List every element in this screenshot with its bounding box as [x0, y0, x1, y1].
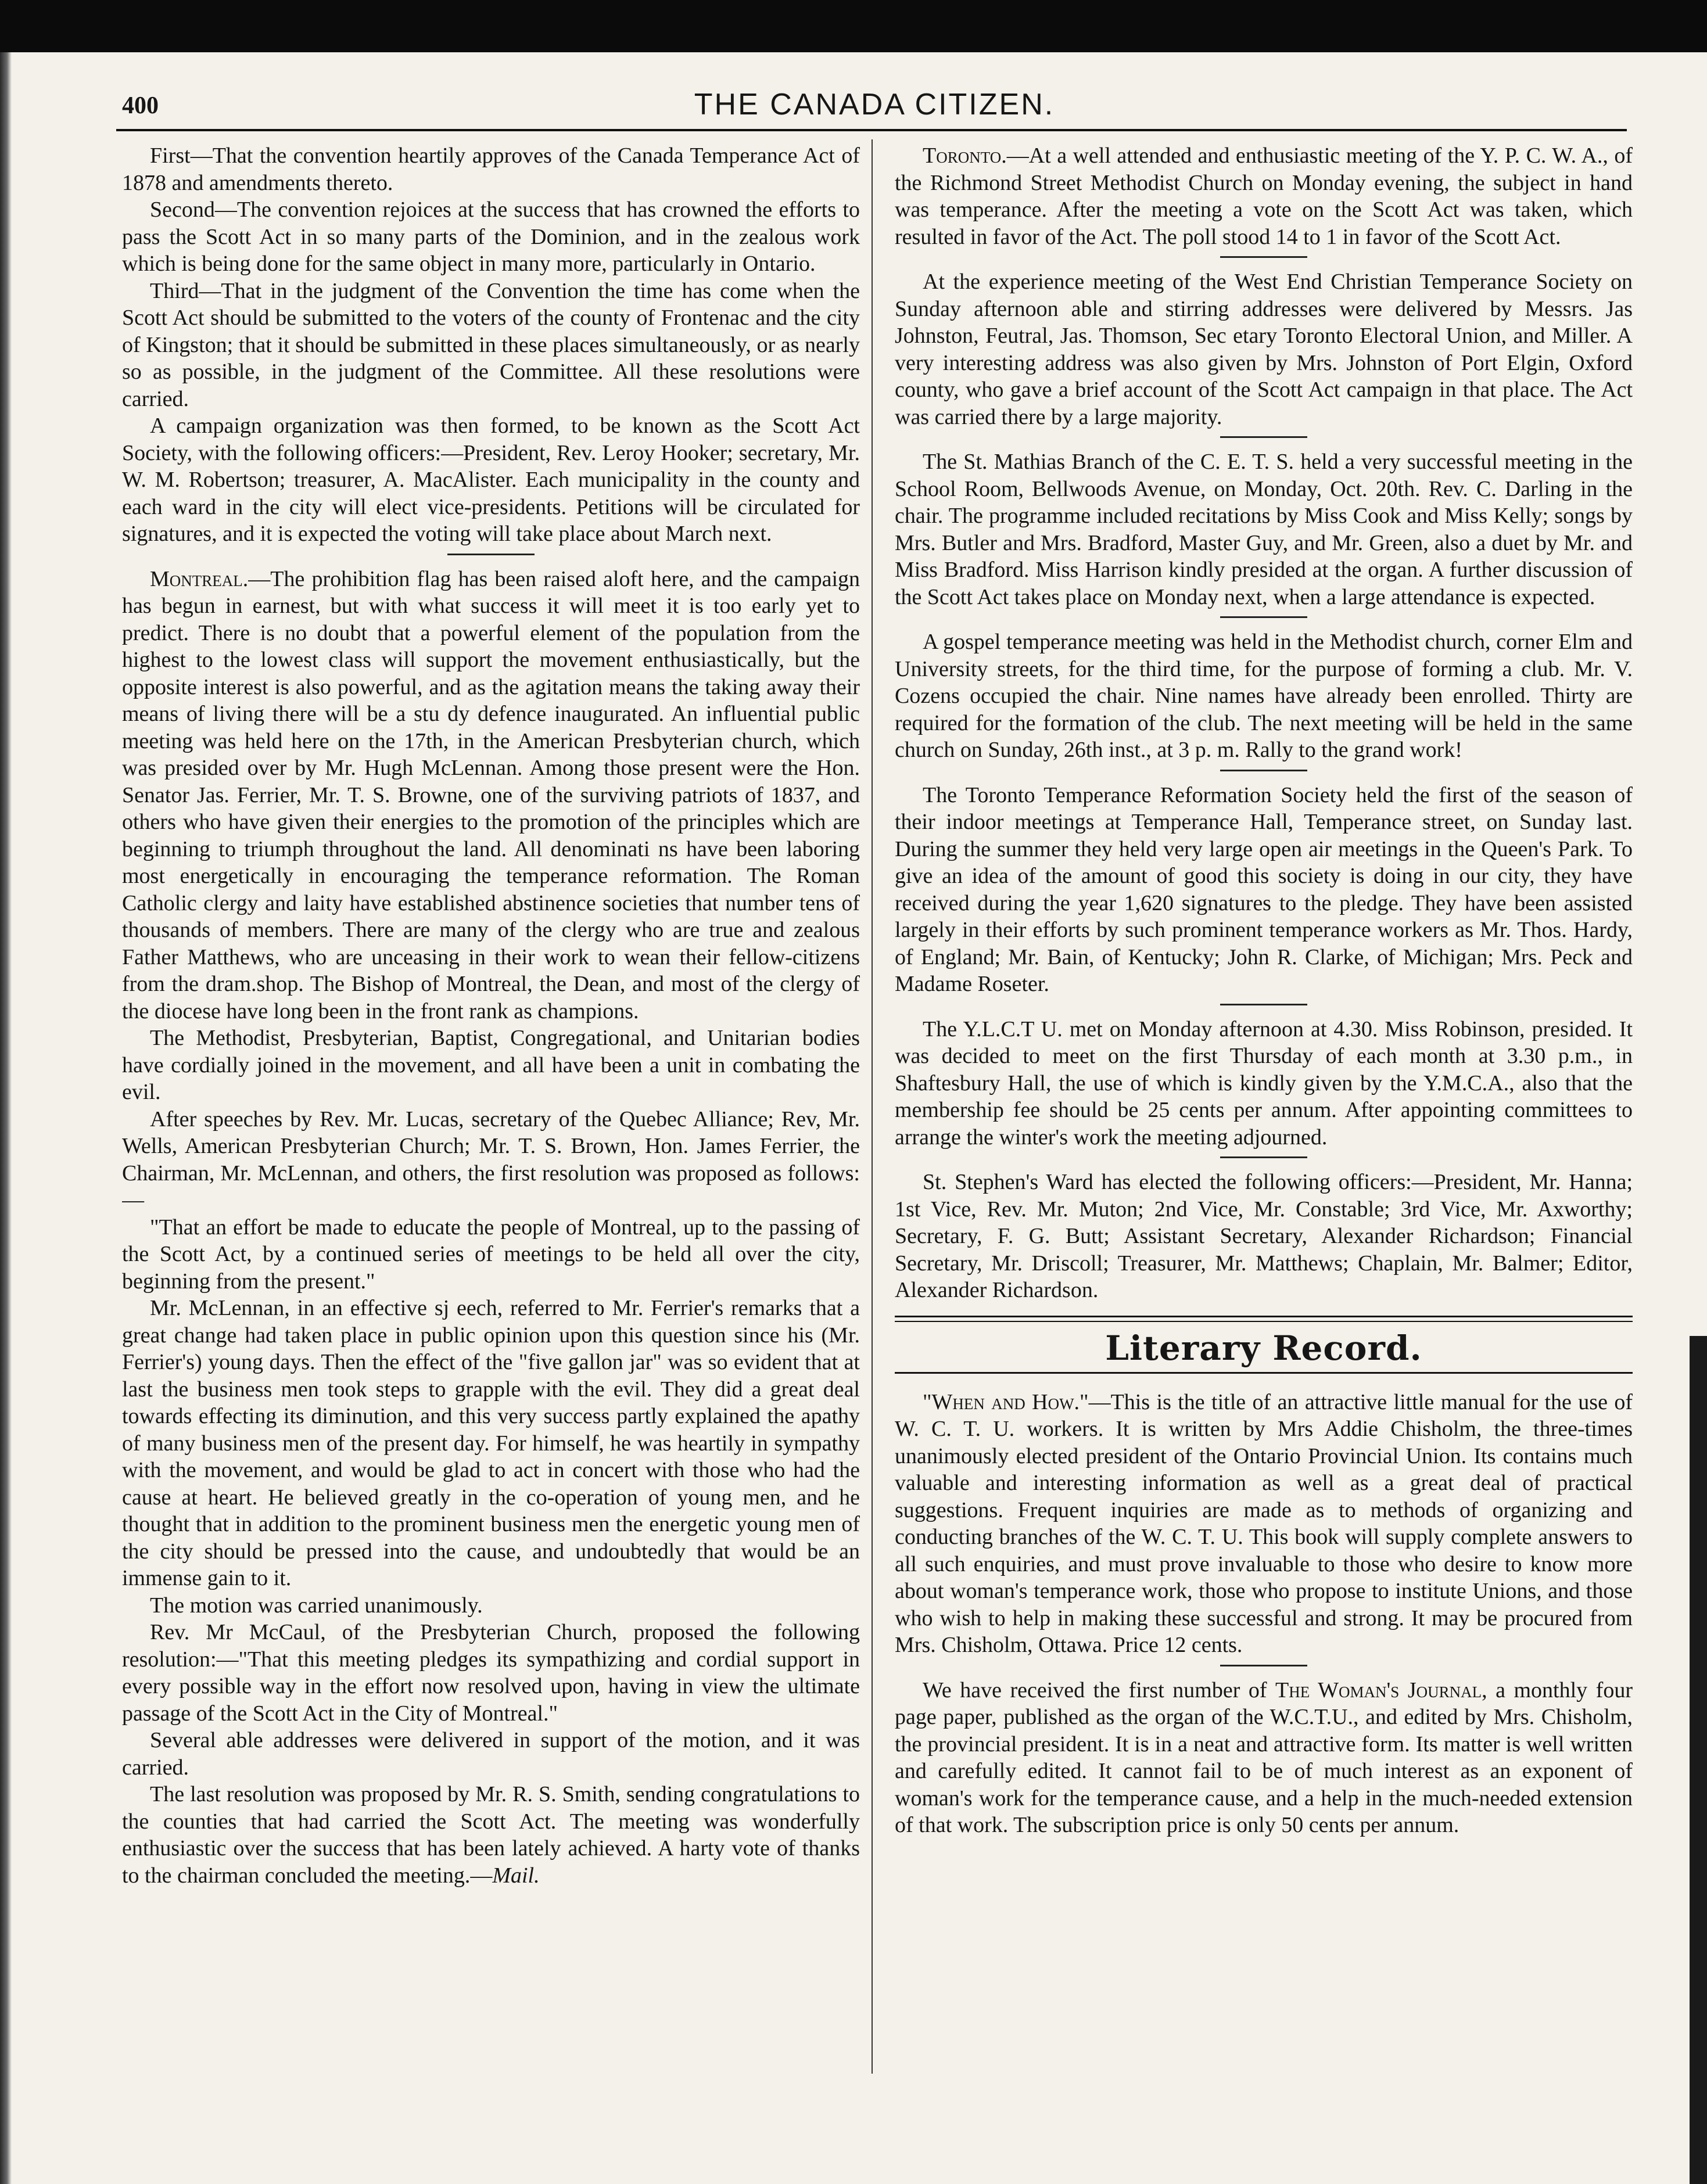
section-title: Literary Record.	[1105, 1328, 1422, 1368]
masthead-title: THE CANADA CITIZEN.	[694, 88, 1055, 121]
page-number: 400	[122, 92, 159, 119]
womans-journal-paragraph	[895, 1677, 1633, 1839]
mccaul-resolution-paragraph: Rev. Mr McCaul, of the Presbyterian Church, proposed the following resolution:—"That this meeting pledges its sympathizing and cordial support in every possible way in the effort now resolved upon, having in view the ultimate passage of the Scott Act in the City of Montreal."	[122, 1620, 860, 1726]
scan-right-edge	[1690, 1336, 1707, 2184]
denominations-paragraph: The Methodist, Presbyterian, Baptist, Congregational, and Unitarian bodies have cordially joined in the movement, and all have been a unit in combating the evil.	[122, 1026, 860, 1104]
montreal-paragraph	[122, 566, 860, 1025]
montreal-body: —The prohibition flag has been raised aloft here, and the campaign has begun in earnest, but with what success it will meet it is too early yet to predict. There is no doubt that a powerful element of the population from the highest to the lowest class will support the movement enthusiastically, but the opposite interest is also powerful, and as the agitation means the taking away their means of living there will be a stu dy defence inaugurated. An influential public meeting was held here on the 17th, in the American Presbyterian church, which was presided over by Mr. Hugh McLennan. Among those present were the Hon. Senator Jas. Ferrier, Mr. T. S. Browne, one of the surviving patriots of 1837, and others who have given their energies to the promotion of the principles which are beginning to triumph throughout the land. All denominati ns have been laboring most energetically in encouraging the temperance reformation. The Roman Catholic clergy and laity have established abstinence societies that number tens of thousands of members. There are many of the clergy who are true and zealous Father Matthews, who are unceasing in their work to wean their fellow-citizens from the dram.shop. The Bishop of Montreal, the Dean, and most of the clergy of the diocese have long been in the front rank as champions.	[122, 566, 860, 1023]
source-credit: Mail.	[492, 1863, 540, 1888]
scan-top-border	[0, 0, 1707, 52]
article-separator	[1220, 1004, 1307, 1005]
header-rule	[116, 129, 1627, 131]
article-separator	[447, 554, 535, 555]
toronto-body: —At a well attended and enthusiastic meeting of the Y. P. C. W. A., of the Richmond Street Methodist Church on Monday evening, the subject in hand was temperance. After the meeting a vote on the Scott Act was taken, which resulted in favor of the Act. The poll stood 14 to 1 in favor of the Scott Act.	[895, 143, 1633, 249]
montreal-lead: Montreal.	[150, 566, 249, 591]
resolution-first: First—That the convention heartily approves of the Canada Temperance Act of 1878 and amendments thereto.	[122, 143, 860, 195]
campaign-organization-paragraph: A campaign organization was then formed, to be known as the Scott Act Society, with the following officers:—President, Rev. Leroy Hooker; secretary, Mr. W. M. Robertson; treasurer, A. MacAlister. Each municipality in the county and each ward in the city will elect vice-presidents. Petitions will be circulated for signatures, and it is expected the voting will take place about March next.	[122, 414, 860, 546]
womans-journal-body: a monthly four page paper, published as the organ of the W.C.T.U., and edited by Mrs. Chisholm, the provincial president. It is in a neat and attractive form. Its matter is well written and carefully edited. It cannot fail to be of much interest as an exponent of woman's work for the temperance cause, and a help in the much-needed extension of that work. The subscription price is only 50 cents per annum.	[895, 1677, 1633, 1837]
column-divider	[872, 139, 873, 2074]
article-separator	[1220, 256, 1307, 258]
scan-left-edge	[0, 52, 12, 2184]
west-end-society-paragraph: At the experience meeting of the West End Christian Temperance Society on Sunday afternoon able and stirring addresses were delivered by Messrs. Jas Johnston, Feutral, Jas. Thomson, Sec etary Toronto Electoral Union, and Miller. A very interesting address was also given by Mrs. Johnston of Port Elgin, Oxford county, who gave a brief account of the Scott Act campaign in that place. The Act was carried there by a large majority.	[895, 270, 1633, 429]
motion-carried-paragraph: The motion was carried unanimously.	[150, 1593, 483, 1618]
right-column	[895, 142, 1633, 2117]
resolution-second: Second—The convention rejoices at the success that has crowned the efforts to pass the Scott Act in so many parts of the Dominion, and in the zealous work which is being done for the same object in many more, particularly in Ontario.	[122, 197, 860, 276]
article-separator	[1220, 770, 1307, 771]
toronto-lead: Toronto.	[923, 143, 1007, 168]
womans-journal-title: The Woman's Journal,	[1275, 1677, 1487, 1702]
resolution-third: Third—That in the judgment of the Convention the time has come when the Scott Act should be submitted to the voters of the county of Frontenac and the city of Kingston; that it should be submitted in these places simultaneously, or as nearly so as possible, in the judgment of the Committee. All these resolutions were carried.	[122, 278, 860, 411]
section-rule	[895, 1316, 1633, 1322]
st-mathias-paragraph: The St. Mathias Branch of the C. E. T. S. held a very successful meeting in the School Room, Bellwoods Avenue, on Monday, Oct. 20th. Rev. C. Darling in the chair. The programme included recitations by Miss Cook and Miss Kelly; songs by Mrs. Butler and Mrs. Bradford, Master Guy, and Mr. Green, also a duet by Mr. and Miss Bradford. Miss Harrison kindly presided at the organ. A further discussion of the Scott Act takes place on Monday next, when a large attendance is expected.	[895, 450, 1633, 609]
when-and-how-paragraph	[895, 1389, 1633, 1659]
last-resolution-body: The last resolution was proposed by Mr. R. S. Smith, sending congratulations to the counties that had carried the Scott Act. The meeting was wonderfully enthusiastic over the success that has been lately achieved. A harty vote of thanks to the chairman concluded the meeting.—	[122, 1782, 860, 1888]
article-separator	[1220, 436, 1307, 438]
toronto-paragraph	[895, 142, 1633, 250]
gospel-meeting-paragraph: A gospel temperance meeting was held in the Methodist church, corner Elm and University streets, for the third time, for the purpose of forming a club. Mr. V. Cozens occupied the chair. Nine names have already been enrolled. Thirty are required for the formation of the club. The next meeting will be held in the same church on Sunday, 26th inst., at 3 p. m. Rally to the grand work!	[895, 630, 1633, 762]
article-separator	[1220, 616, 1307, 618]
ylctu-paragraph: The Y.L.C.T U. met on Monday afternoon at 4.30. Miss Robinson, presided. It was decided to meet on the first Thursday of each month at 3.30 p.m., in Shaftesbury Hall, the use of which is kindly given by the Y.M.C.A., also that the membership fee should be 25 cents per annum. After appointing committees to arrange the winter's work the meeting adjourned.	[895, 1016, 1633, 1150]
reformation-society-paragraph: The Toronto Temperance Reformation Society held the first of the season of their indoor meetings at Temperance Hall, Temperance street, on Sunday last. During the summer they held very large open air meetings in the Queen's Park. To give an idea of the amount of good this society is doing in our city, they have received during the year 1,620 signatures to the pledge. They have been assisted largely in their efforts by such prominent temperance workers as Mr. Thos. Hardy, of England; Mr. Bain, of Kentucky; John R. Clarke, of Michigan; Mrs. Peck and Madame Roseter.	[895, 782, 1633, 996]
first-resolution-quote: "That an effort be made to educate the people of Montreal, up to the passing of the Scott Act, by a continued series of meetings to be held all over the city, beginning from the present."	[122, 1215, 860, 1294]
when-and-how-body: —This is the title of an attractive little manual for the use of W. C. T. U. workers. It is written by Mrs Addie Chisholm, the three-times unanimously elected president of the Ontario Provincial Union. Its contains much valuable and interesting information as well as a great deal of practical suggestions. Frequent inquiries are made as to methods of organizing and conducting branches of the W. C. T. U. This book will supply complete answers to all such enquiries, and must prove invaluable to those who desire to know more about woman's temperance work, those who propose to institute Unions, and those who wish to help in making these successful and strong. It may be procured from Mrs. Chisholm, Ottawa. Price 12 cents.	[895, 1389, 1633, 1657]
addresses-paragraph: Several able addresses were delivered in support of the motion, and it was carried.	[122, 1728, 860, 1780]
when-and-how-lead: "When and How."	[923, 1389, 1089, 1414]
womans-journal-intro: We have received the first number of	[923, 1677, 1276, 1702]
last-resolution-paragraph	[122, 1781, 860, 1889]
left-column	[122, 142, 860, 2117]
speeches-paragraph: After speeches by Rev. Mr. Lucas, secretary of the Quebec Alliance; Rev, Mr. Wells, American Presbyterian Church; Mr. T. S. Brown, Hon. James Ferrier, the Chairman, Mr. McLennan, and others, the first resolution was proposed as follows:—	[122, 1107, 860, 1212]
article-separator	[1220, 1665, 1307, 1666]
st-stephens-ward-paragraph: St. Stephen's Ward has elected the following officers:—President, Mr. Hanna; 1st Vice, Rev. Mr. Muton; 2nd Vice, Mr. Constable; 3rd Vice, Mr. Axworthy; Secretary, F. G. Butt; Assistant Secretary, Alexander Richardson; Financial Secretary, Mr. Driscoll; Treasurer, Mr. Matthews; Chaplain, Mr. Balmer; Editor, Alexander Richardson.	[895, 1170, 1633, 1302]
article-separator	[1220, 1156, 1307, 1158]
page-header	[122, 87, 1627, 128]
section-rule-bottom	[895, 1372, 1633, 1374]
mclennan-speech-paragraph: Mr. McLennan, in an effective sj eech, referred to Mr. Ferrier's remarks that a great change had taken place in public opinion upon this question since his (Mr. Ferrier's) young days. Then the effect of the "five gallon jar" was so evident that at last the business men took steps to grapple with the evil. They did a great deal towards effecting its diminution, and this very success partly explained the apathy of many business men of the present day. For himself, he was heartily in sympathy with the movement, and would be glad to act in concert with those who had the cause at heart. He believed greatly in the co-operation of young men, and he thought that in addition to the prominent business men the energetic young men of the city should be pressed into the cause, and undoubtedly that would be an immense gain to it.	[122, 1296, 860, 1590]
